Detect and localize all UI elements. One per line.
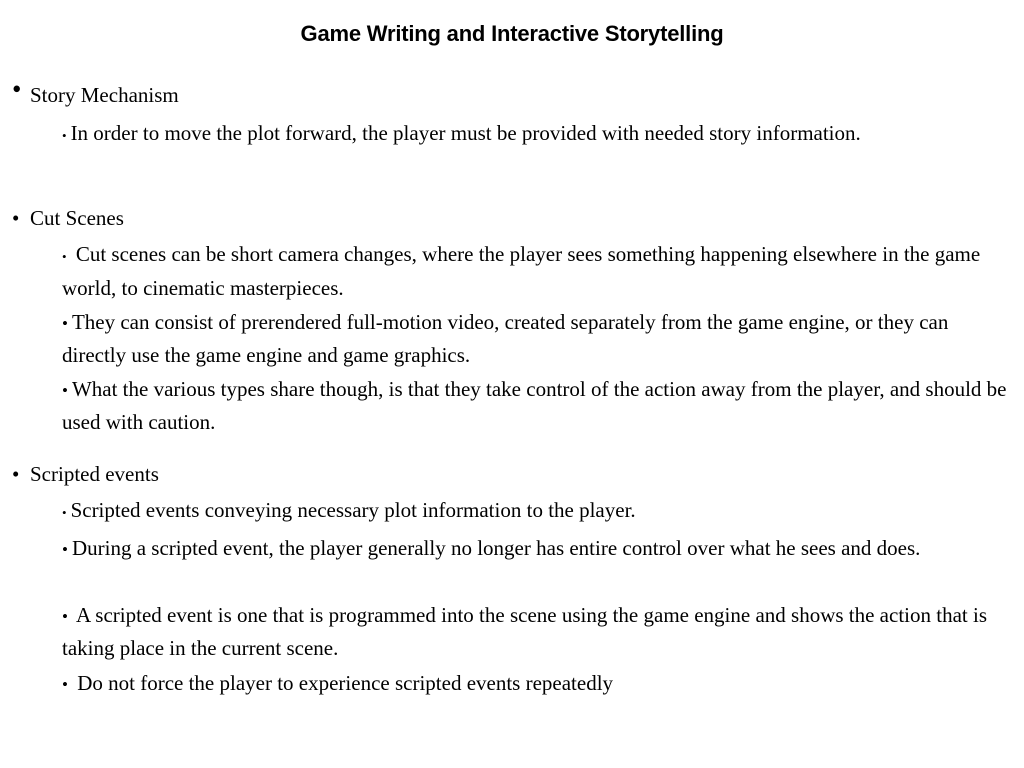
bullet-icon: • bbox=[62, 314, 68, 333]
bullet-point-text: Cut scenes can be short camera changes, where the player sees something happening elsewhere in the game world, to cinematic masterpieces. bbox=[62, 242, 981, 300]
bullet-icon: • bbox=[62, 381, 68, 400]
section-story-mechanism bbox=[10, 74, 1010, 110]
bullet-point bbox=[62, 118, 1014, 152]
section-heading-text: Scripted events bbox=[30, 462, 159, 486]
section-cut-scenes bbox=[10, 203, 1010, 233]
bullet-icon: • bbox=[12, 462, 20, 486]
slide-title: Game Writing and Interactive Storytelling bbox=[300, 21, 724, 46]
bullet-point bbox=[62, 495, 1014, 529]
bullet-icon: • bbox=[62, 128, 67, 143]
bullet-point-text: In order to move the plot forward, the player must be provided with needed story information. bbox=[70, 121, 861, 145]
bullet-point bbox=[62, 600, 1014, 663]
section-heading-text: Cut Scenes bbox=[30, 206, 124, 230]
bullet-point bbox=[62, 239, 1014, 303]
bullet-point bbox=[62, 533, 1014, 566]
bullet-icon: • bbox=[62, 607, 68, 626]
bullet-point-text: What the various types share though, is that they take control of the action away from the player, and should be used with caution. bbox=[62, 377, 1007, 434]
section-heading-text: Story Mechanism bbox=[30, 83, 179, 107]
bullet-icon: • bbox=[12, 206, 20, 230]
bullet-point-text: They can consist of prerendered full-motion video, created separately from the game engine, or they can directly use the game engine and game graphics. bbox=[62, 310, 949, 367]
bullet-point bbox=[62, 374, 1014, 437]
bullet-point-text: During a scripted event, the player generally no longer has entire control over what he sees and does. bbox=[71, 536, 921, 560]
bullet-point bbox=[62, 668, 1014, 701]
section-scripted-events bbox=[10, 459, 1010, 489]
section-heading bbox=[10, 459, 1010, 489]
section-heading bbox=[10, 74, 1010, 110]
bullet-icon: • bbox=[62, 675, 68, 694]
bullet-point-text: Scripted events conveying necessary plot information to the player. bbox=[70, 498, 636, 522]
section-heading bbox=[10, 203, 1010, 233]
bullet-point bbox=[62, 307, 1014, 370]
bullet-icon: • bbox=[12, 74, 22, 104]
bullet-point-text: Do not force the player to experience scripted events repeatedly bbox=[71, 671, 614, 695]
bullet-icon: • bbox=[62, 249, 67, 264]
bullet-icon: • bbox=[62, 505, 67, 520]
bullet-point-text: A scripted event is one that is programmed into the scene using the game engine and shows the action that is taking place in the current scene. bbox=[62, 603, 987, 660]
bullet-icon: • bbox=[62, 540, 68, 559]
